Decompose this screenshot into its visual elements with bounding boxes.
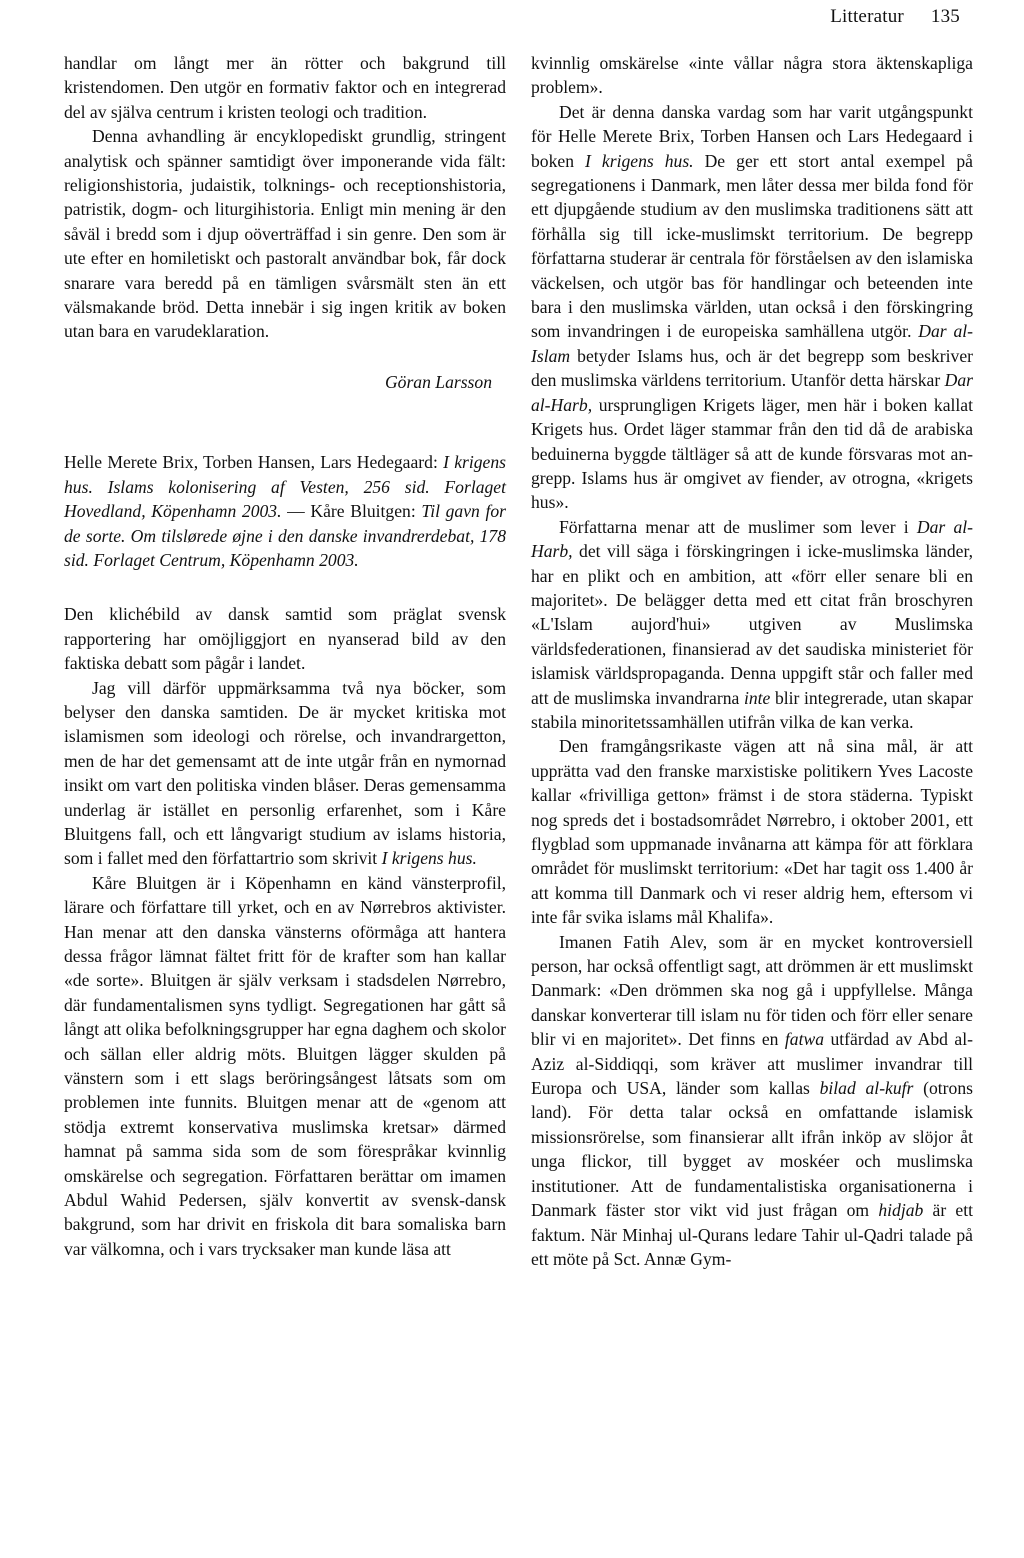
review-title-1: I krigens hus. Islams kolonisering af Vesten, 256 sid. Forlaget Hovedland, Köpenhamn 2003. xyxy=(64,452,506,522)
review-header xyxy=(64,450,506,572)
paragraph-text: utfärdad av Abd al-Aziz al-Siddiqqi, som kräver att muslimer invandrar till Europa och USA, länder som kallas xyxy=(531,1029,973,1099)
paragraph-text: Imanen Fatih Alev, som är en mycket kontroversiell person, har också offentligt sagt, att drömmen är ett muslimskt Danmark: «Den drömmen ska nog gå i uppfyllelse. Många danskar konverterar till islam nu för tiden och förr eller senare blir vi en majoritet». Det finns en xyxy=(531,931,973,1050)
paragraph-text: Det är denna danska vardag som har varit utgångspunkt för Helle Merete Brix, Torben Hansen och Lars Hedegaard i boken xyxy=(531,101,973,171)
paragraph-continuation: kvinnlig omskärelse «inte vållar några stora äktenskapliga problem». xyxy=(531,53,973,98)
review-dash: — xyxy=(281,501,311,522)
paragraph-continuation: handlar om långt mer än rötter och bakgrund till kristendomen. Den utgör en formativ faktor och en integrerad del av själva centrum i kristen teologi och tradition. xyxy=(64,53,506,122)
italic-term: fatwa xyxy=(784,1029,825,1050)
italic-term: Dar al-Harb, xyxy=(531,516,973,562)
reviewer-signature: Göran Larsson xyxy=(384,371,492,392)
page-number: 135 xyxy=(930,6,960,27)
book-title-italic: I krigens hus. xyxy=(381,848,477,869)
paragraph: Den framgångsrikaste vägen att nå sina mål, är att upprätta vad den franske marxistiske politikern Yves Lacoste kallar «frivilliga getton» främst i de stora städerna. Typiskt nog spreds det i bostadsområdet Nørrebro, i oktober 2001, ett flygblad som uppmanade invånarna att kämpa för att förklara området för muslimskt territorium: «Det har tagit oss 1.400 år att komma till Danmark och vi reser aldrig hem, eftersom vi inte får svika islams mål Khalifa». xyxy=(531,736,973,928)
paragraph-intro: Den klichébild av dansk samtid som präglat svensk rapportering har omöjliggjort en nyanserad bild av den faktiska debatt som pågår i landet. xyxy=(64,604,506,674)
italic-term: Dar al-Islam xyxy=(531,321,973,366)
paragraph-text: betyder Islams hus, och är det begrepp som beskriver den muslimska världens territorium. Utanför detta härskar xyxy=(531,345,973,391)
paragraph-text: ursprungligen Krigets läger, men här i boken kallat Krigets hus. Ordet läger stammar från den tid då de arabiska beduinerna byggde tältläger så att de kunde försvaras mot an-grepp. Islams hus är omgivet av fiender, av otrogna, «krigets hus». xyxy=(531,394,973,513)
paragraph-text: (otrons land). För detta talar också en omfattande islamisk missionsrörelse, som finansierar allt ifrån inköp av slöjor åt unga flickor, till bygget av moskéer och muslimska institutioner. Att de fundamentalistiska organisationerna i Danmark fäster stor vikt vid just frågan om xyxy=(531,1078,973,1221)
paragraph-text: Jag vill därför uppmärksamma två nya böcker, som belyser den danska samtiden. De är mycket kritiska mot islamismen som ideologi och rörelse, och invandrargetton, men de har det gemensamt att de inte utgår från en nymornad insikt om vart den politiska vinden blåser. Deras gemensamma underlag är istället en personlig erfarenhet, som i Kåre Bluitgens fall, och ett långvarigt studium av islams historia, som i fallet med den författartrio som skrivit xyxy=(64,677,506,869)
review-title-2: Til gavn for de sorte. Om tilslørede øjne i den danske invandrerdebat, 178 sid. Forlaget Centrum, Köpenhamn 2003. xyxy=(64,501,507,570)
paragraph-verdict: Denna avhandling är encyklopediskt grundlig, stringent analytisk och spänner samtidigt över imponerande vida fält: religionshistoria, judaistik, tolknings- och receptionshistoria, patristik, dogm- och liturgihistoria. Enligt min mening är den såväl i bredd som i djup oöverträffad i sin genre. Den som är ute efter en homiletiskt och pastoralt användbar bok, får dock snarare vara beredd på en tämligen svårsmält sten än ett välsmakande bröd. Detta innebär i sig ingen kritik av boken utan bara en varudeklaration. xyxy=(64,126,506,342)
paragraph xyxy=(64,676,506,871)
italic-term: Dar al-Harb, xyxy=(531,370,973,415)
paragraph: Kåre Bluitgen är i Köpenhamn en känd vänsterprofil, lärare och författare till yrket, och en av Nørrebros aktivister. Han menar att den danska vänsterns oförmåga att hantera dessa frågor lämnat fältet fritt för de krafter som han kallar «de sorte». Bluitgen är själv verksam i stadsdelen Nørrebro, där fundamentalismen syns tydligt. Segregationen har gått så långt att olika befolkningsgrupper har egna daghem och skolor och sällan eller aldrig möts. Bluitgen lägger skulden på vänstern som i ett slags beröringsångest låtsats som om problemen inte funnits. Bluitgen menar att de «genom att stödja extremt konservativa muslimska kretsar» därmed hamnat på samma sida som de som förespråkar kvinnlig omskärelse och segregation. Författaren berättar om imamen Abdul Wahid Pedersen, själv konvertit av svensk-dansk bakgrund, som har drivit en friskola dit bara somaliska barn var välkomna, och i vars trycksaker man kunde läsa att xyxy=(64,872,506,1259)
paragraph xyxy=(531,930,973,1272)
review-author-2: Kåre Bluitgen: xyxy=(310,501,416,522)
paragraph-text: blir integrerade, utan skapar stabila minoritetssamhällen utifrån vilka de kan verka. xyxy=(531,687,973,732)
review-authors: Helle Merete Brix, Torben Hansen, Lars Hedegaard: xyxy=(64,452,438,473)
running-head xyxy=(830,6,960,28)
left-column xyxy=(64,51,506,1261)
paragraph xyxy=(531,515,973,735)
paragraph-text: är ett faktum. När Minhaj ul-Qurans ledare Tahir ul-Qadri talade på ett möte på Sct. Annæ Gym- xyxy=(531,1200,973,1269)
italic-term: hidjab xyxy=(878,1200,924,1221)
italic-term: I krigens hus. xyxy=(585,150,694,171)
right-column xyxy=(531,51,973,1271)
italic-term: bilad al-kufr xyxy=(819,1078,914,1099)
paragraph xyxy=(531,100,973,515)
italic-term: inte xyxy=(743,687,771,708)
paragraph-text: det vill säga i förskingringen i icke-muslimska länder, har en plikt och en ambition, att «förr eller senare bli en majoritet». De belägger detta med ett citat från broschyren «L'Islam aujord'hui» utgiven av Muslimska världsfederationen, finansierad av det saudiska ministeriet för islamisk världspropaganda. Denna uppgift står och faller med att de muslimska invandrarna xyxy=(531,541,973,708)
section-title: Litteratur xyxy=(830,6,904,27)
paragraph-text: Författarna menar att de muslimer som lever i xyxy=(559,516,917,537)
paragraph-text: De ger ett stort antal exempel på segregationens i Danmark, men låter dessa mer bilda fond för ett djupgående studium av den muslimska traditionens sätt att förhålla sig till icke-muslimskt territorium. De begrepp författarna studerar är centrala för förståelsen av den islamiska väckelsen, och utgör bas för handlingar och beteenden inte bara i den muslimska världen, utan också i den förskingring som invandringen i de europeiska samhällena utgör. xyxy=(531,150,973,342)
